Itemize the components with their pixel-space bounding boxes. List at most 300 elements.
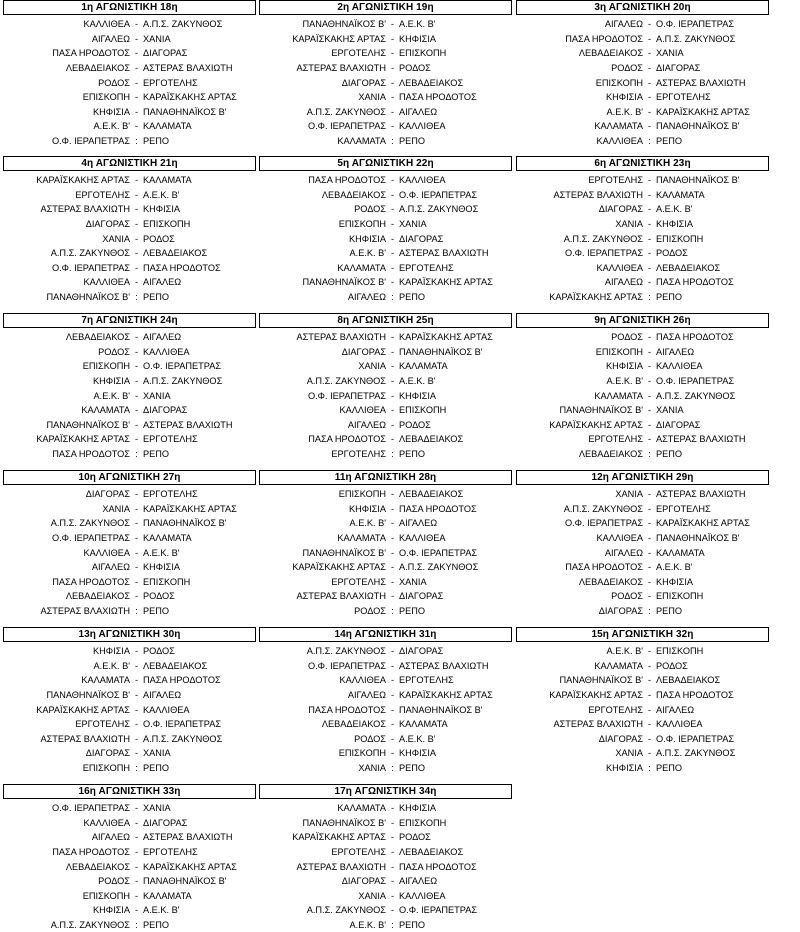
home-team: ΑΣΤΕΡΑΣ ΒΛΑΧΙΩΤΗ [40, 204, 130, 215]
match-separator: - [390, 847, 395, 858]
home-team: ΠΑΣΑ ΗΡΟΔΟΤΟΣ [52, 847, 130, 858]
away-team: ΔΙΑΓΟΡΑΣ [399, 646, 444, 657]
match-separator: - [647, 219, 652, 230]
match-row [259, 903, 512, 918]
match-separator: : [648, 136, 651, 147]
away-team: ΡΕΠΟ [656, 449, 683, 460]
home-team: ΧΑΝΙΑ [358, 763, 386, 774]
home-team: Ο.Φ. ΙΕΡΑΠΕΤΡΑΣ [307, 390, 386, 401]
away-team: ΛΕΒΑΔΕΙΑΚΟΣ [143, 248, 208, 259]
home-team: ΕΡΓΟΤΕΛΗΣ [331, 576, 386, 587]
match-separator: - [647, 434, 652, 445]
away-team: ΑΣΤΕΡΑΣ ΒΛΑΧΙΩΤΗ [656, 434, 746, 445]
match-row [516, 761, 769, 776]
home-team: ΑΣΤΕΡΑΣ ΒΛΑΧΙΩΤΗ [553, 719, 643, 730]
match-row [259, 816, 512, 831]
home-team: ΠΑΣΑ ΗΡΟΔΟΤΟΣ [52, 449, 130, 460]
match-row [3, 330, 256, 345]
home-team: ΚΑΛΑΜΑΤΑ [337, 136, 386, 147]
match-row [259, 75, 512, 90]
match-separator: - [134, 175, 139, 186]
match-separator: - [647, 690, 652, 701]
match-separator: - [134, 690, 139, 701]
home-team: ΑΙΓΑΛΕΩ [604, 547, 643, 558]
match-row [259, 119, 512, 134]
home-team: ΛΕΒΑΔΕΙΑΚΟΣ [578, 449, 643, 460]
home-team: ΕΠΙΣΚΟΠΗ [595, 346, 643, 357]
home-team: ΚΑΛΛΙΘΕΑ [83, 547, 130, 558]
home-team: ΚΑΛΑΜΑΤΑ [337, 262, 386, 273]
match-row [3, 290, 256, 305]
home-team: ΚΗΦΙΣΙΑ [92, 646, 130, 657]
round-block [3, 470, 256, 618]
home-team: ΚΑΡΑΪΣΚΑΚΗΣ ΑΡΤΑΣ [36, 175, 130, 186]
home-team: ΔΙΑΓΟΡΑΣ [598, 204, 643, 215]
match-separator: - [390, 63, 395, 74]
away-team: Ο.Φ. ΙΕΡΑΠΕΤΡΑΣ [143, 361, 222, 372]
match-list [259, 487, 512, 618]
match-row [516, 589, 769, 604]
away-team: Α.Ε.Κ. Β' [143, 905, 180, 916]
round-block [516, 627, 769, 775]
home-team: Ο.Φ. ΙΕΡΑΠΕΤΡΑΣ [51, 803, 130, 814]
match-separator: - [134, 248, 139, 259]
away-team: ΑΙΓΑΛΕΩ [143, 332, 182, 343]
home-team: ΕΠΙΣΚΟΠΗ [338, 748, 386, 759]
away-team: ΡΟΔΟΣ [143, 646, 175, 657]
away-team: ΚΗΦΙΣΙΑ [143, 204, 181, 215]
match-separator: : [648, 763, 651, 774]
home-team: ΕΠΙΣΚΟΠΗ [338, 489, 386, 500]
match-row [3, 732, 256, 747]
away-team: ΛΕΒΑΔΕΙΑΚΟΣ [399, 847, 464, 858]
home-team: Α.Π.Σ. ΖΑΚΥΝΘΟΣ [306, 106, 386, 117]
home-team: ΚΑΛΑΜΑΤΑ [594, 660, 643, 671]
match-separator: - [134, 419, 139, 430]
match-row [516, 560, 769, 575]
match-row [259, 202, 512, 217]
away-team: ΔΙΑΓΟΡΑΣ [399, 591, 444, 602]
away-team: ΧΑΝΙΑ [399, 576, 427, 587]
away-team: ΚΑΛΑΜΑΤΑ [143, 175, 192, 186]
away-team: ΡΟΔΟΣ [399, 419, 431, 430]
match-separator: - [134, 346, 139, 357]
match-row [516, 188, 769, 203]
match-row [516, 673, 769, 688]
match-separator: - [647, 262, 652, 273]
match-separator: - [134, 361, 139, 372]
match-separator: - [134, 646, 139, 657]
match-row [516, 261, 769, 276]
match-list [259, 644, 512, 775]
match-list [3, 173, 256, 304]
away-team: ΡΕΠΟ [143, 606, 170, 617]
match-separator: - [134, 518, 139, 529]
match-separator: - [647, 106, 652, 117]
home-team: ΕΡΓΟΤΕΛΗΣ [75, 189, 130, 200]
home-team: ΠΑΝΑΘΗΝΑΪΚΟΣ Β' [46, 690, 130, 701]
match-separator: - [390, 419, 395, 430]
match-separator: - [390, 376, 395, 387]
away-team: ΚΗΦΙΣΙΑ [656, 576, 694, 587]
away-team: ΠΑΣΑ ΗΡΟΔΟΤΟΣ [399, 503, 477, 514]
match-separator: - [134, 106, 139, 117]
away-team: Ο.Φ. ΙΕΡΑΠΕΤΡΑΣ [399, 547, 478, 558]
match-separator: - [390, 489, 395, 500]
match-separator: : [391, 763, 394, 774]
match-row [3, 487, 256, 502]
match-separator: - [390, 33, 395, 44]
match-separator: - [647, 233, 652, 244]
home-team: ΧΑΝΙΑ [615, 489, 643, 500]
home-team: ΚΗΦΙΣΙΑ [92, 905, 130, 916]
match-row [3, 418, 256, 433]
match-row [516, 61, 769, 76]
away-team: ΚΑΛΑΜΑΤΑ [656, 547, 705, 558]
home-team: ΑΙΓΑΛΕΩ [91, 832, 130, 843]
away-team: ΚΑΡΑΪΣΚΑΚΗΣ ΑΡΤΑΣ [143, 861, 237, 872]
match-row [516, 659, 769, 674]
match-separator: - [134, 233, 139, 244]
away-team: ΕΠΙΣΚΟΠΗ [399, 48, 447, 59]
home-team: ΡΟΔΟΣ [354, 606, 386, 617]
home-team: ΕΡΓΟΤΕΛΗΣ [588, 434, 643, 445]
away-team: ΡΕΠΟ [656, 763, 683, 774]
home-team: ΑΣΤΕΡΑΣ ΒΛΑΧΙΩΤΗ [296, 332, 386, 343]
match-list [3, 17, 256, 148]
away-team: ΠΑΣΑ ΗΡΟΔΟΤΟΣ [656, 690, 734, 701]
match-row [516, 32, 769, 47]
home-team: Ο.Φ. ΙΕΡΑΠΕΤΡΑΣ [307, 121, 386, 132]
home-team: Α.Π.Σ. ΖΑΚΥΝΘΟΣ [50, 920, 130, 931]
home-team: ΚΑΛΛΙΘΕΑ [596, 533, 643, 544]
match-separator: - [647, 189, 652, 200]
away-team: Ο.Φ. ΙΕΡΑΠΕΤΡΑΣ [399, 905, 478, 916]
home-team: Ο.Φ. ΙΕΡΑΠΕΤΡΑΣ [307, 660, 386, 671]
home-team: ΧΑΝΙΑ [615, 219, 643, 230]
home-team: ΚΑΛΑΜΑΤΑ [337, 533, 386, 544]
match-separator: - [134, 33, 139, 44]
match-separator: - [134, 817, 139, 828]
match-separator: - [647, 547, 652, 558]
match-separator: - [390, 175, 395, 186]
match-row [3, 874, 256, 889]
match-row [259, 859, 512, 874]
round-block [259, 627, 512, 775]
away-team: ΠΑΣΑ ΗΡΟΔΟΤΟΣ [143, 675, 221, 686]
match-separator: - [390, 547, 395, 558]
round-title: 10η ΑΓΩΝΙΣΤΙΚΗ 27η [3, 470, 256, 485]
match-separator: - [647, 489, 652, 500]
home-team: Α.Ε.Κ. Β' [349, 920, 386, 931]
home-team: ΔΙΑΓΟΡΑΣ [598, 606, 643, 617]
match-list [3, 644, 256, 775]
match-separator: - [390, 518, 395, 529]
match-row [3, 403, 256, 418]
away-team: ΕΡΓΟΤΕΛΗΣ [143, 489, 198, 500]
match-separator: - [390, 660, 395, 671]
match-row [259, 231, 512, 246]
match-separator: - [390, 262, 395, 273]
home-team: Α.Π.Σ. ΖΑΚΥΝΘΟΣ [50, 518, 130, 529]
home-team: ΡΟΔΟΣ [611, 63, 643, 74]
match-list [516, 330, 769, 461]
away-team: ΚΑΛΛΙΘΕΑ [143, 704, 190, 715]
match-separator: - [134, 48, 139, 59]
match-separator: - [134, 533, 139, 544]
home-team: ΚΗΦΙΣΙΑ [348, 233, 386, 244]
home-team: ΚΑΛΛΙΘΕΑ [83, 19, 130, 30]
match-row [259, 673, 512, 688]
away-team: ΔΙΑΓΟΡΑΣ [656, 419, 701, 430]
match-row [516, 702, 769, 717]
match-row [259, 173, 512, 188]
home-team: ΚΑΛΑΜΑΤΑ [81, 675, 130, 686]
match-separator: - [390, 675, 395, 686]
away-team: ΡΟΔΟΣ [143, 591, 175, 602]
home-team: ΑΙΓΑΛΕΩ [347, 292, 386, 303]
away-team: ΡΟΔΟΣ [399, 832, 431, 843]
home-team: ΔΙΑΓΟΡΑΣ [341, 876, 386, 887]
round-block [516, 313, 769, 461]
match-separator: - [390, 646, 395, 657]
away-team: ΑΙΓΑΛΕΩ [399, 106, 438, 117]
away-team: ΚΑΛΛΙΘΕΑ [656, 361, 703, 372]
match-separator: - [390, 503, 395, 514]
match-separator: - [647, 332, 652, 343]
away-team: Α.Ε.Κ. Β' [656, 204, 693, 215]
home-team: Α.Ε.Κ. Β' [606, 646, 643, 657]
home-team: ΚΗΦΙΣΙΑ [92, 106, 130, 117]
away-team: ΧΑΝΙΑ [143, 390, 171, 401]
home-team: ΑΣΤΕΡΑΣ ΒΛΑΧΙΩΤΗ [553, 189, 643, 200]
match-separator: - [390, 562, 395, 573]
match-separator: - [390, 704, 395, 715]
round-title: 9η ΑΓΩΝΙΣΤΙΚΗ 26η [516, 313, 769, 328]
match-separator: - [134, 675, 139, 686]
match-separator: - [390, 890, 395, 901]
match-separator: : [135, 136, 138, 147]
home-team: Ο.Φ. ΙΕΡΑΠΕΤΡΑΣ [51, 533, 130, 544]
match-list [3, 487, 256, 618]
home-team: ΚΑΡΑΪΣΚΑΚΗΣ ΑΡΤΑΣ [549, 690, 643, 701]
match-row [259, 217, 512, 232]
home-team: ΡΟΔΟΣ [98, 77, 130, 88]
round-block [3, 313, 256, 461]
away-team: Α.Π.Σ. ΖΑΚΥΝΘΟΣ [399, 562, 479, 573]
away-team: Ο.Φ. ΙΕΡΑΠΕΤΡΑΣ [656, 19, 735, 30]
match-row [259, 330, 512, 345]
round-title: 14η ΑΓΩΝΙΣΤΙΚΗ 31η [259, 627, 512, 642]
match-separator: - [647, 576, 652, 587]
match-separator: - [134, 77, 139, 88]
home-team: ΧΑΝΙΑ [102, 233, 130, 244]
match-row [3, 231, 256, 246]
away-team: ΚΑΡΑΪΣΚΑΚΗΣ ΑΡΤΑΣ [656, 518, 750, 529]
home-team: ΡΟΔΟΣ [98, 346, 130, 357]
home-team: ΠΑΣΑ ΗΡΟΔΟΤΟΣ [565, 33, 643, 44]
match-row [3, 688, 256, 703]
match-row [259, 545, 512, 560]
match-row [516, 502, 769, 517]
match-row [516, 746, 769, 761]
match-row [516, 217, 769, 232]
home-team: Α.Π.Σ. ΖΑΚΥΝΘΟΣ [306, 905, 386, 916]
home-team: ΡΟΔΟΣ [98, 876, 130, 887]
match-row [3, 830, 256, 845]
away-team: ΛΕΒΑΔΕΙΑΚΟΣ [399, 489, 464, 500]
away-team: ΡΟΔΟΣ [656, 248, 688, 259]
home-team: ΑΣΤΕΡΑΣ ΒΛΑΧΙΩΤΗ [40, 606, 130, 617]
away-team: ΕΡΓΟΤΕΛΗΣ [143, 77, 198, 88]
away-team: Α.Ε.Κ. Β' [656, 562, 693, 573]
match-row [3, 61, 256, 76]
home-team: ΚΑΡΑΪΣΚΑΚΗΣ ΑΡΤΑΣ [36, 704, 130, 715]
match-row [259, 560, 512, 575]
away-team: ΡΟΔΟΣ [143, 233, 175, 244]
round-block [516, 470, 769, 618]
match-row [259, 345, 512, 360]
home-team: ΕΡΓΟΤΕΛΗΣ [331, 847, 386, 858]
match-row [516, 545, 769, 560]
match-row [259, 659, 512, 674]
home-team: ΕΡΓΟΤΕΛΗΣ [588, 704, 643, 715]
away-team: ΧΑΝΙΑ [656, 48, 684, 59]
away-team: ΚΑΡΑΪΣΚΑΚΗΣ ΑΡΤΑΣ [399, 690, 493, 701]
match-row [516, 246, 769, 261]
match-row [3, 17, 256, 32]
away-team: ΕΠΙΣΚΟΠΗ [656, 233, 704, 244]
away-team: Ο.Φ. ΙΕΡΑΠΕΤΡΑΣ [656, 733, 735, 744]
match-row [3, 105, 256, 120]
home-team: Α.Π.Σ. ΖΑΚΥΝΘΟΣ [563, 233, 643, 244]
match-row [3, 119, 256, 134]
match-separator: - [390, 332, 395, 343]
away-team: ΡΕΠΟ [143, 920, 170, 931]
away-team: ΕΡΓΟΤΕΛΗΣ [143, 847, 198, 858]
away-team: ΧΑΝΙΑ [143, 803, 171, 814]
match-separator: - [390, 733, 395, 744]
match-row [516, 688, 769, 703]
match-separator: - [647, 405, 652, 416]
match-separator: - [134, 719, 139, 730]
away-team: ΕΡΓΟΤΕΛΗΣ [143, 434, 198, 445]
match-row [259, 246, 512, 261]
away-team: ΚΑΡΑΪΣΚΑΚΗΣ ΑΡΤΑΣ [399, 332, 493, 343]
match-separator: : [135, 449, 138, 460]
away-team: ΡΕΠΟ [143, 292, 170, 303]
match-row [516, 231, 769, 246]
match-separator: - [134, 803, 139, 814]
round-title: 7η ΑΓΩΝΙΣΤΙΚΗ 24η [3, 313, 256, 328]
away-team: ΡΕΠΟ [399, 449, 426, 460]
match-separator: - [134, 390, 139, 401]
match-row [259, 134, 512, 149]
home-team: ΧΑΝΙΑ [358, 890, 386, 901]
away-team: ΧΑΝΙΑ [656, 405, 684, 416]
away-team: ΠΑΝΑΘΗΝΑΪΚΟΣ Β' [143, 876, 227, 887]
away-team: Α.Π.Σ. ΖΑΚΥΝΘΟΣ [143, 733, 223, 744]
away-team: ΠΑΣΑ ΗΡΟΔΟΤΟΣ [656, 277, 734, 288]
match-row [259, 17, 512, 32]
away-team: ΚΑΛΛΙΘΕΑ [399, 533, 446, 544]
home-team: ΠΑΣΑ ΗΡΟΔΟΤΟΣ [308, 175, 386, 186]
home-team: ΛΕΒΑΔΕΙΑΚΟΣ [321, 719, 386, 730]
home-team: ΑΣΤΕΡΑΣ ΒΛΑΧΙΩΤΗ [296, 861, 386, 872]
home-team: ΕΠΙΣΚΟΠΗ [338, 219, 386, 230]
match-row [516, 90, 769, 105]
home-team: ΚΑΡΑΪΣΚΑΚΗΣ ΑΡΤΑΣ [36, 434, 130, 445]
home-team: ΠΑΝΑΘΗΝΑΪΚΟΣ Β' [559, 675, 643, 686]
away-team: ΠΑΣΑ ΗΡΟΔΟΤΟΣ [143, 262, 221, 273]
away-team: ΑΙΓΑΛΕΩ [656, 346, 695, 357]
round-title: 13η ΑΓΩΝΙΣΤΙΚΗ 30η [3, 627, 256, 642]
away-team: ΠΑΝΑΘΗΝΑΪΚΟΣ Β' [399, 704, 483, 715]
match-separator: - [647, 646, 652, 657]
match-row [3, 432, 256, 447]
match-row [3, 502, 256, 517]
match-row [259, 702, 512, 717]
match-separator: : [648, 606, 651, 617]
match-separator: - [390, 189, 395, 200]
match-separator: - [134, 890, 139, 901]
round-block [259, 0, 512, 148]
match-separator: - [647, 346, 652, 357]
match-list [259, 17, 512, 148]
match-row [3, 531, 256, 546]
match-list [516, 487, 769, 618]
match-separator: - [647, 518, 652, 529]
match-separator: - [134, 434, 139, 445]
away-team: ΛΕΒΑΔΕΙΑΚΟΣ [399, 77, 464, 88]
home-team: ΑΣΤΕΡΑΣ ΒΛΑΧΙΩΤΗ [296, 63, 386, 74]
match-row [259, 502, 512, 517]
match-separator: - [134, 63, 139, 74]
away-team: ΚΑΛΑΜΑΤΑ [399, 719, 448, 730]
match-row [3, 217, 256, 232]
home-team: ΠΑΣΑ ΗΡΟΔΟΤΟΣ [308, 704, 386, 715]
match-row [516, 644, 769, 659]
away-team: ΔΙΑΓΟΡΑΣ [143, 817, 188, 828]
round-block [516, 0, 769, 148]
home-team: Α.Ε.Κ. Β' [93, 121, 130, 132]
home-team: ΠΑΝΑΘΗΝΑΪΚΟΣ Β' [46, 419, 130, 430]
match-row [259, 845, 512, 860]
home-team: ΛΕΒΑΔΕΙΑΚΟΣ [65, 332, 130, 343]
away-team: ΑΣΤΕΡΑΣ ΒΛΑΧΙΩΤΗ [399, 248, 489, 259]
home-team: ΚΑΛΑΜΑΤΑ [594, 390, 643, 401]
match-row [3, 32, 256, 47]
match-separator: - [134, 503, 139, 514]
match-separator: : [391, 920, 394, 931]
home-team: ΛΕΒΑΔΕΙΑΚΟΣ [578, 576, 643, 587]
away-team: ΛΕΒΑΔΕΙΑΚΟΣ [399, 434, 464, 445]
home-team: ΚΑΡΑΪΣΚΑΚΗΣ ΑΡΤΑΣ [549, 419, 643, 430]
match-row [3, 604, 256, 619]
home-team: ΧΑΝΙΑ [358, 92, 386, 103]
match-row [516, 575, 769, 590]
away-team: ΛΕΒΑΔΕΙΑΚΟΣ [143, 660, 208, 671]
match-row [259, 531, 512, 546]
home-team: ΚΑΛΛΙΘΕΑ [339, 405, 386, 416]
away-team: ΕΠΙΣΚΟΠΗ [143, 219, 191, 230]
away-team: ΑΣΤΕΡΑΣ ΒΛΑΧΙΩΤΗ [143, 63, 233, 74]
home-team: Ο.Φ. ΙΕΡΑΠΕΤΡΑΣ [564, 248, 643, 259]
match-separator: : [135, 920, 138, 931]
match-row [259, 388, 512, 403]
match-list [259, 330, 512, 461]
match-separator: : [391, 136, 394, 147]
